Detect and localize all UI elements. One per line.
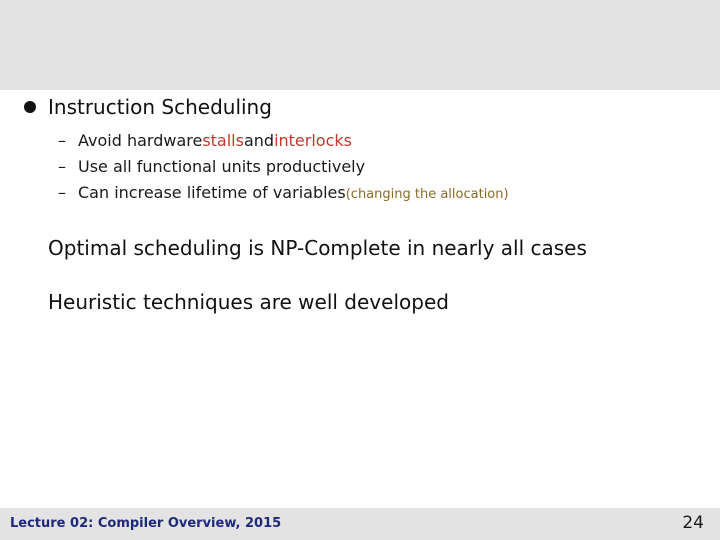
sub-item-stalls [58, 128, 509, 154]
paragraph-heuristics: Heuristic techniques are well developed [48, 290, 449, 314]
paragraph-np-complete: Optimal scheduling is NP-Complete in nearly all cases [48, 236, 587, 260]
emphasis-stalls: stalls [202, 131, 244, 150]
bullet-dot-icon [24, 101, 36, 113]
page-number: 24 [682, 513, 704, 533]
sub-bullet-list [58, 128, 509, 206]
dash-icon: – [58, 157, 66, 176]
main-bullet [24, 95, 272, 119]
footer-lecture-label: Lecture 02: Compiler Overview, 2015 [10, 516, 282, 531]
dash-icon: – [58, 131, 66, 150]
sub-item-text: and [243, 131, 275, 150]
sub-item-functional-units [58, 154, 509, 180]
sub-item-text: Avoid hardware [78, 131, 203, 150]
sub-item-text: Use all functional units productively [78, 157, 366, 176]
sub-item-text: Can increase lifetime of variables [78, 183, 346, 202]
emphasis-interlocks: interlocks [274, 131, 352, 150]
allocation-note: (changing the allocation) [345, 187, 509, 202]
dash-icon: – [58, 183, 66, 202]
sub-item-lifetime [58, 180, 509, 206]
main-bullet-text: Instruction Scheduling [48, 95, 272, 119]
header-band [0, 0, 720, 90]
